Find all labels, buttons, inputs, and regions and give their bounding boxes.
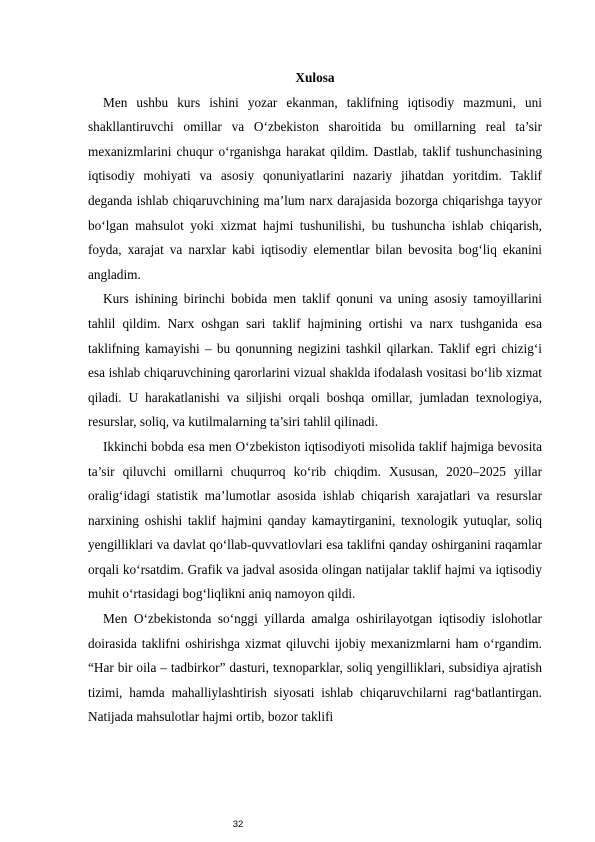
paragraph-3: Ikkinchi bobda esa men O‘zbekiston iqtisodiyoti misolida taklif hajmiga bevosita ta’sir qiluvchi omillarni chuqurroq ko‘rib chiqdim. Xususan, 2020–2025 yillar oralig‘idagi statistik ma’lumotlar asosida ishlab chiqarish xarajatlari va resurslar narxining oshishi taklif hajmini qanday kamaytirganini, texnologik yutuqlar, soliq yengilliklari va davlat qo‘llab-quvvatlovlari esa taklifni qanday oshirganini raqamlar orqali ko‘rsatdim. Grafik va jadval asosida olingan natijalar taklif hajmi va iqtisodiy muhit o‘rtasidagi bog‘liqlikni aniq namoyon qildi. (88, 438, 542, 602)
paragraph-2: Kurs ishining birinchi bobida men taklif qonuni va uning asosiy tamoyillarini tahlil qildim. Narx oshgan sari taklif hajmining ortishi va narx tushganida esa taklifning kamayishi – bu qonunning negizini tashkil qilarkan. Taklif egri chizig‘i esa ishlab chiqaruvchining qarorlarini vizual shaklda ifodalash vositasi bo‘lib xizmat qiladi. U harakatlanishi va siljishi orqali boshqa omillar, jumladan texnologiya, resurslar, soliq, va kutilmalarning ta’siri tahlil qilinadi. (88, 291, 542, 430)
paragraph-1: Men ushbu kurs ishini yozar ekanman, taklifning iqtisodiy mazmuni, uni shakllantiruvchi omillar va O‘zbekiston sharoitida bu omillarning real ta’sir mexanizmlarini chuqur o‘rganishga harakat qildim. Dastlab, taklif tushunchasining iqtisodiy mohiyati va asosiy qonuniyatlarini nazariy jihatdan yoritdim. Taklif deganda ishlab chiqaruvchining ma’lum narx darajasida bozorga chiqarishga tayyor bo‘lgan mahsulot yoki xizmat hajmi tushunilishi, bu tushuncha ishlab chiqarish, foyda, xarajat va narxlar kabi iqtisodiy elementlar bilan bevosita bog‘liq ekanini angladim. (88, 94, 542, 282)
page-content (88, 66, 542, 730)
paragraph-4: Men O‘zbekistonda so‘nggi yillarda amalga oshirilayotgan iqtisodiy islohotlar doirasida taklifni oshirishga xizmat qiluvchi ijobiy mexanizmlarni ham o‘rgandim. “Har bir oila – tadbirkor” dasturi, texnoparklar, soliq yengilliklari, subsidiya ajratish tizimi, hamda mahalliylashtirish siyosati ishlab chiqaruvchilarni rag‘batlantirgan. Natijada mahsulotlar hajmi ortib, bozor taklifi (88, 611, 542, 725)
section-title: Xulosa (295, 70, 335, 85)
page-number: 32 (232, 819, 244, 830)
